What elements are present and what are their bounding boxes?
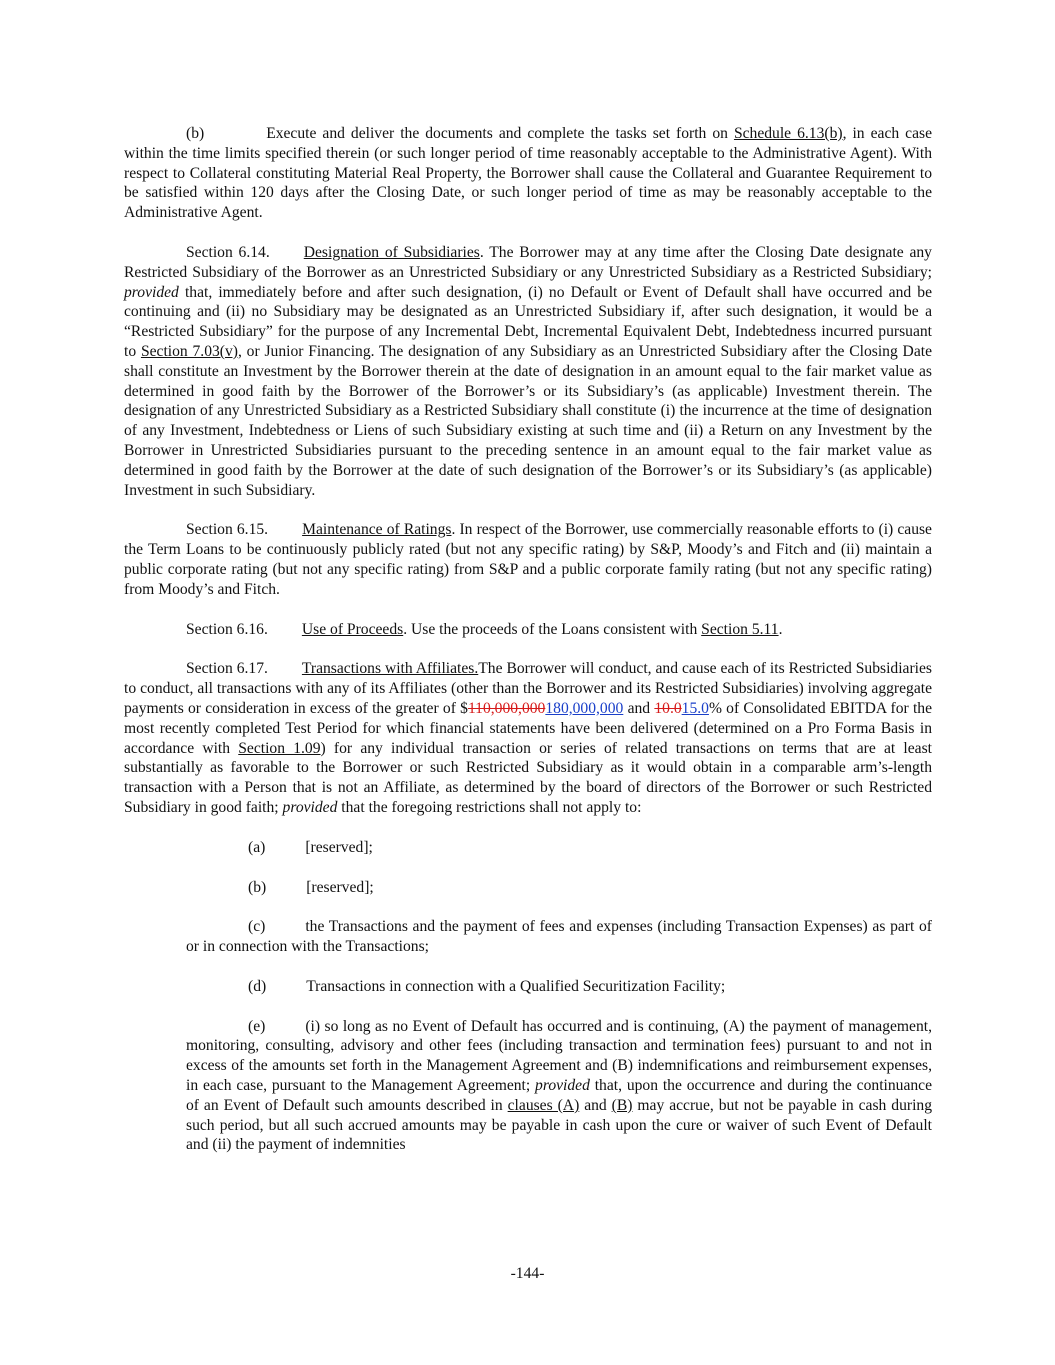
section-6-15: Section 6.15. Maintenance of Ratings. In respect of the Borrower, use commercially reasonable efforts to (i) cause the Term Loans to be continuously publicly rated (but not any specific rating) by S&P, Moody’s and Fitch and (ii) maintain a public corporate rating (but not any specific rating) from S&P and a public corporate family rating (but not any specific rating) from Moody’s and Fitch.	[124, 521, 932, 598]
section-ref: Section 5.11	[701, 620, 779, 638]
inserted-text: 180,000,000	[545, 699, 624, 717]
section-title: Transactions with Affiliates.	[301, 660, 479, 678]
section-6-16: Section 6.16. Use of Proceeds. Use the proceeds of the Loans consistent with Section 5.11.	[186, 620, 783, 638]
clause-ref: (B)	[611, 1096, 633, 1114]
section-ref: Section 7.03(v)	[140, 342, 238, 360]
section-number: Section 6.17.	[186, 660, 268, 678]
clause-ref: clauses (A)	[507, 1096, 580, 1114]
section-6-17: Section 6.17. Transactions with Affiliates.The Borrower will conduct, and cause each of its Restricted Subsidiaries to conduct, all transactions with any of its Affiliates (other than the Borrower and its Restricted Subsidiaries) involving aggregate payments or consideration in excess of the greater of $110,000,000180,000,000 and 10.015.0% of Consolidated EBITDA for the most recently completed Test Period for which financial statements have been delivered (determined on a Pro Forma Basis in accordance with Section 1.09) for any individual transaction or series of related transactions on terms that are at least substantially as favorable to the Borrower or such Restricted Subsidiary as it would obtain in a comparable arm’s-length transaction with a Person that is not an Affiliate, as determined by the board of directors of the Borrower or such Restricted Subsidiary in good faith; provided that the foregoing restrictions shall not apply to:	[124, 660, 933, 816]
paragraph-b: (b) Execute and deliver the documents and complete the tasks set forth on Schedule 6.13(b), in each case within the time limits specified therein (or such longer period of time reasonably acceptable to the Administrative Agent). With respect to Collateral constituting Material Real Property, the Borrower shall cause the Collateral and Guarantee Requirement to be satisfied within 120 days after the Closing Date, or such longer period of time as may be reasonably acceptable to the Administrative Agent.	[124, 125, 932, 222]
section-number: Section 6.14.	[186, 243, 270, 261]
section-ref: Section 1.09	[238, 739, 321, 757]
section-title: Maintenance of Ratings	[302, 521, 452, 539]
deleted-text: 110,000,000	[467, 699, 546, 717]
deleted-text: 10.0	[654, 699, 682, 717]
item-c: (c) the Transactions and the payment of fees and expenses (including Transaction Expenses) as part of or in connection with the Transactions;	[186, 918, 932, 956]
item-d: (d) Transactions in connection with a Qualified Securitization Facility;	[248, 977, 726, 995]
section-number: Section 6.15.	[186, 521, 269, 539]
item-e: (e) (i) so long as no Event of Default has occurred and is continuing, (A) the payment of management, monitoring, consulting, advisory and other fees (including transaction and termination fees) pursuant to and not in excess of the amounts set forth in the Management Agreement and (B) indemnifications and reimbursement expenses, in each case, pursuant to the Management Agreement; provided that, upon the occurrence and during the continuance of an Event of Default such amounts described in clauses (A) and (B) may accrue, but not be payable in cash during such period, but all such accrued amounts may be payable in cash upon the cure or waiver of such Event of Default and (ii) the payment of indemnities	[186, 1017, 933, 1154]
inserted-text: 15.0	[681, 699, 709, 717]
section-title: Use of Proceeds	[301, 620, 404, 638]
page-number: -144-	[510, 1265, 545, 1282]
section-title: Designation of Subsidiaries	[303, 243, 480, 261]
document-page	[124, 124, 932, 1175]
item-b: (b) [reserved];	[248, 878, 374, 896]
para-label: (b)	[186, 125, 205, 142]
section-number: Section 6.16.	[186, 620, 268, 638]
section-6-14: Section 6.14. Designation of Subsidiaries. The Borrower may at any time after the Closing Date designate any Restricted Subsidiary of the Borrower as an Unrestricted Subsidiary or any Unrestricted Subsidiary as a Restricted Subsidiary; provided that, immediately before and after such designation, (i) no Default or Event of Default shall have occurred and be continuing and (ii) no Subsidiary may be designated as an Unrestricted Subsidiary if, after such designation, it would be a “Restricted Subsidiary” for the purpose of any Incremental Debt, Incremental Equivalent Debt, Indebtedness incurred pursuant to Section 7.03(v), or Junior Financing. The designation of any Subsidiary as an Unrestricted Subsidiary after the Closing Date shall constitute an Investment by the Borrower therein at the date of designation in an amount equal to the fair market value as determined in good faith by the Borrower of the Borrower’s or its Subsidiary’s (as applicable) Investment therein. The designation of any Unrestricted Subsidiary as a Restricted Subsidiary shall constitute (i) the incurrence at the time of designation of any Investment, Indebtedness or Liens of such Subsidiary existing at such time and (ii) a Return on any Investment by the Borrower in Unrestricted Subsidiaries pursuant to the preceding sentence in an amount equal to the fair market value as determined in good faith by the Borrower at the date of such designation of the Borrower’s or its Subsidiary’s (as applicable) Investment in such Subsidiary.	[124, 243, 932, 499]
item-a: (a) [reserved];	[248, 838, 373, 856]
schedule-ref: Schedule 6.13(b)	[733, 125, 843, 142]
